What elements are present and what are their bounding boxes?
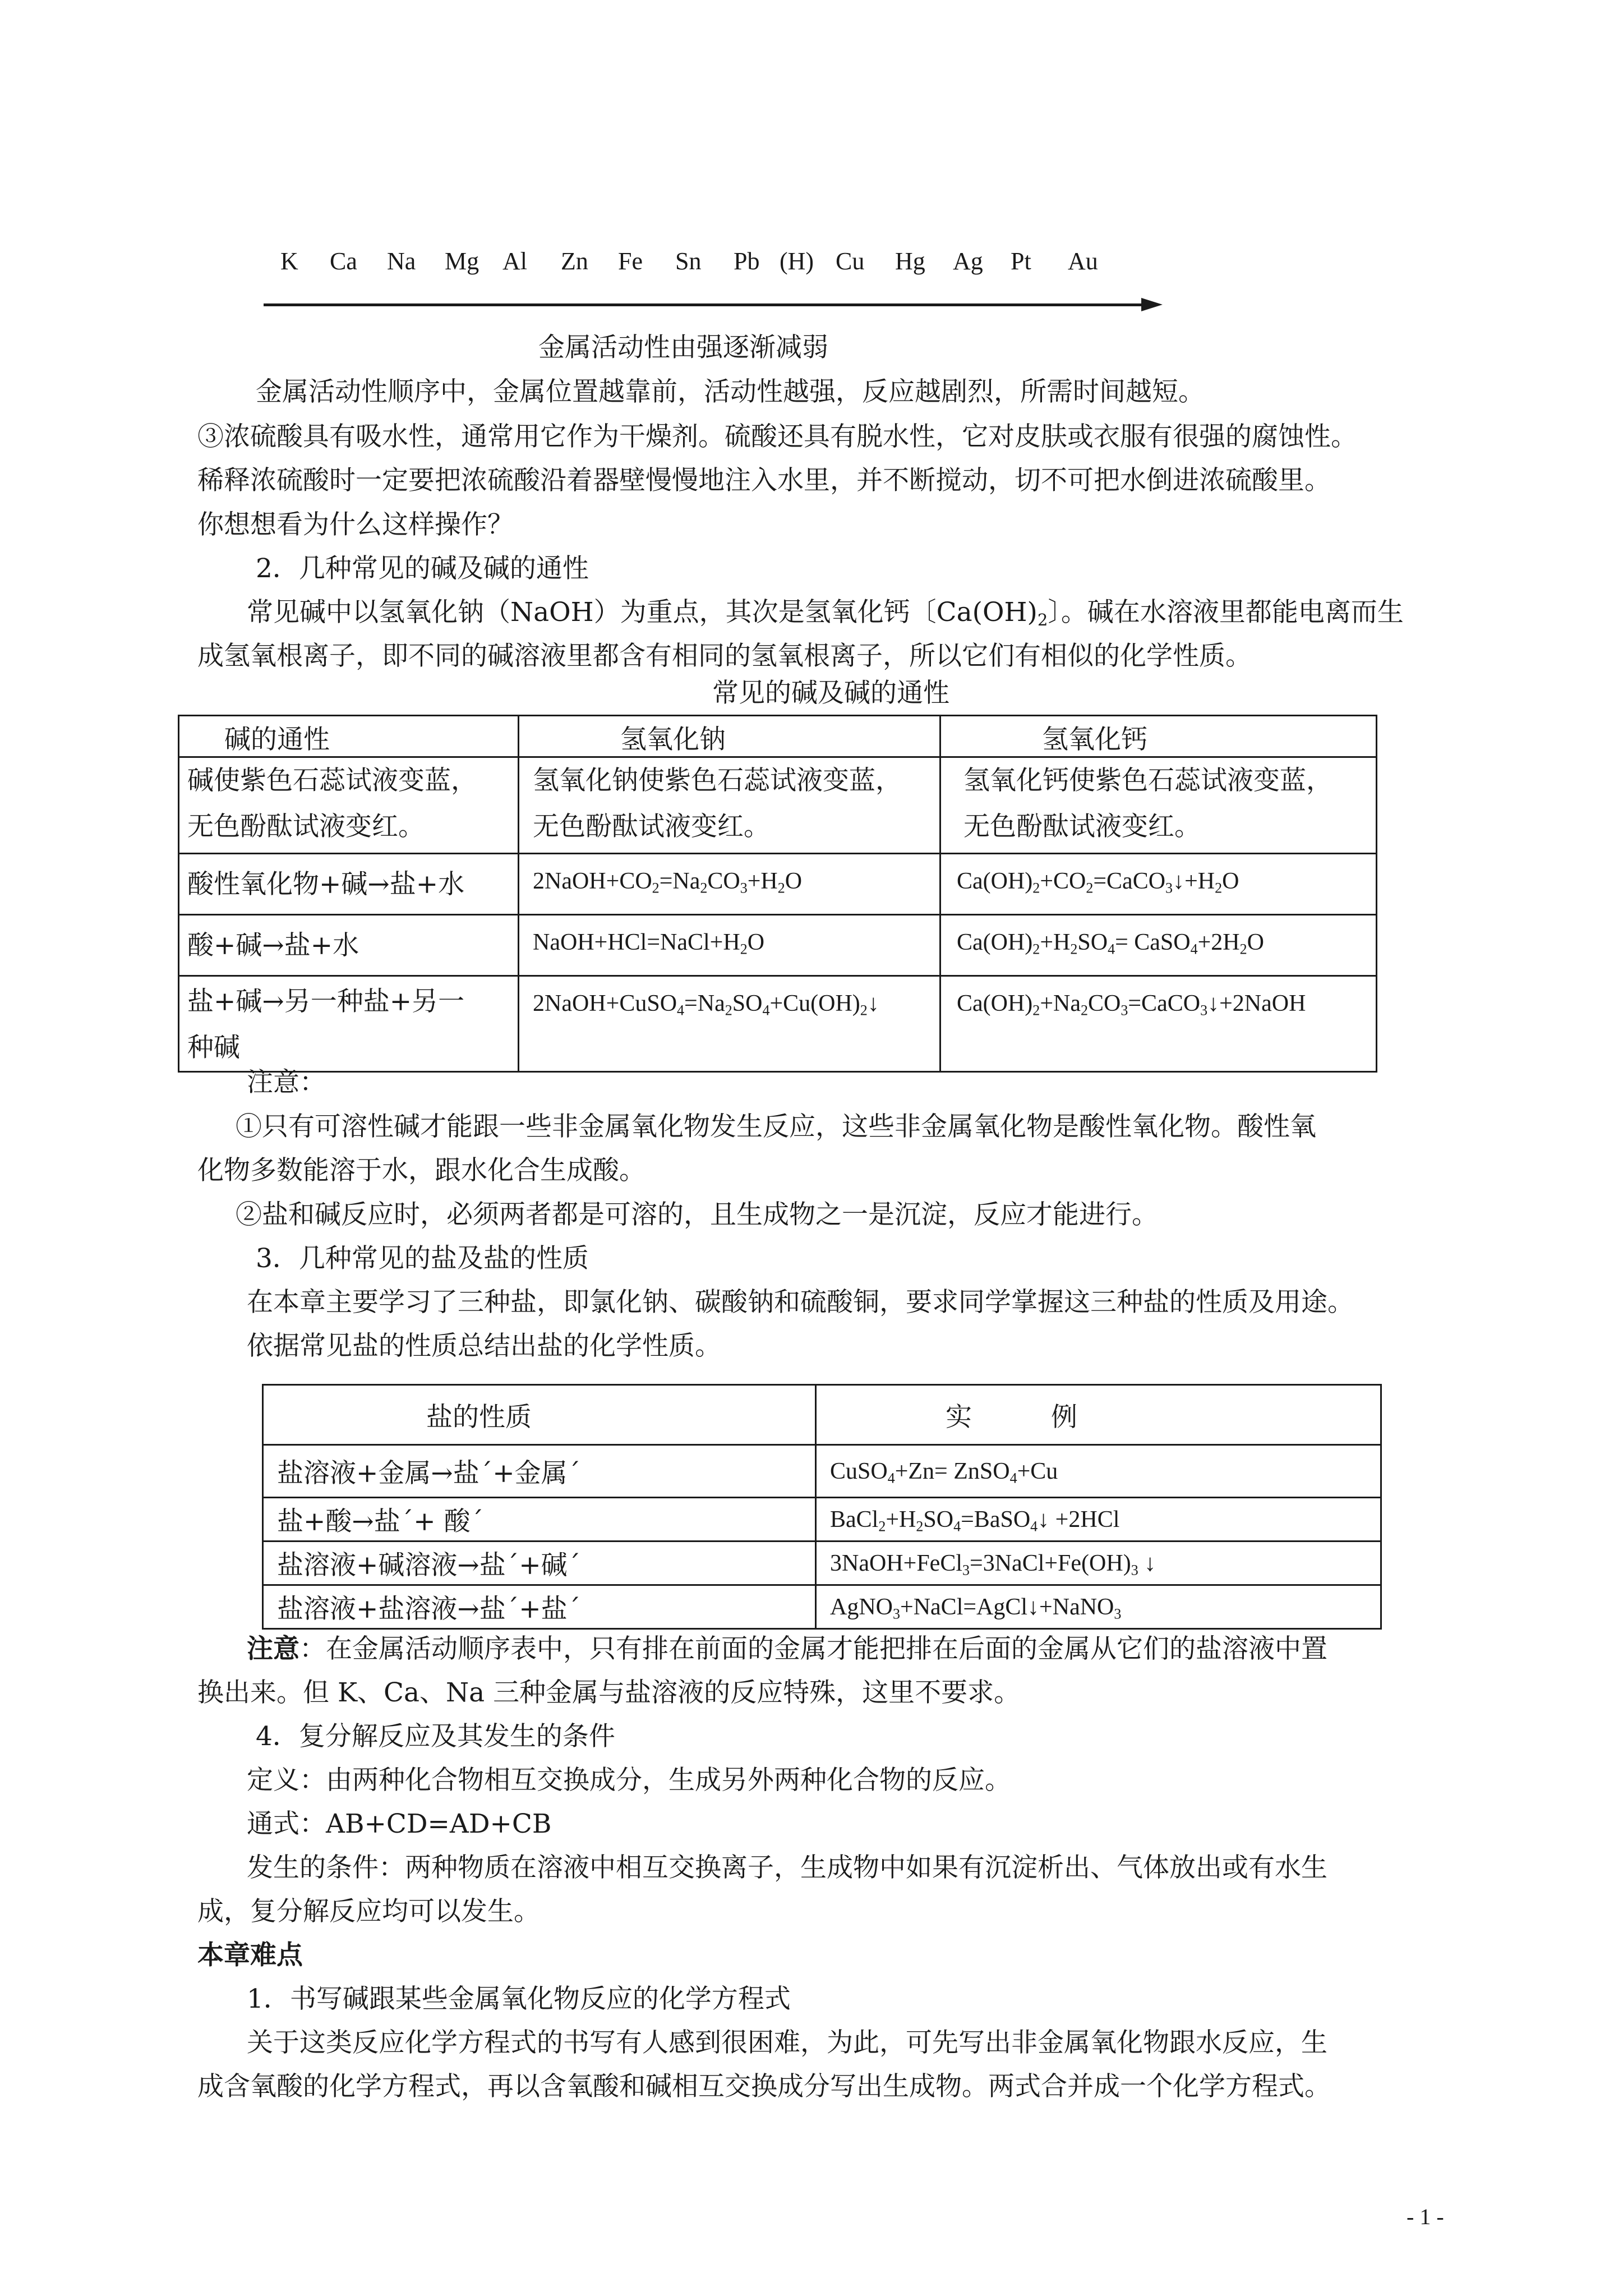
- table-title: 常见的碱及碱的通性: [712, 678, 949, 708]
- formula-part: =BaSO: [961, 1506, 1031, 1533]
- subscript: 2: [777, 880, 785, 896]
- table-cell: [940, 757, 1377, 854]
- subscript: 4: [677, 1002, 685, 1019]
- metal-symbol: Mg: [445, 247, 479, 275]
- formula-part: CuSO: [830, 1458, 888, 1484]
- paragraph: 稀释浓硫酸时一定要把浓硫酸沿着器壁慢慢地注入水里，并不断搅动，切不可把水倒进浓硫酸里。: [197, 465, 1331, 496]
- paragraph: 金属活动性顺序中，金属位置越靠前，活动性越强，反应越剧烈，所需时间越短。: [256, 376, 1205, 407]
- metal-symbol: Na: [387, 247, 416, 275]
- subscript: 3: [893, 1605, 901, 1622]
- subscript: 3: [1165, 880, 1173, 896]
- subscript: 4: [762, 1002, 770, 1019]
- table-row: [263, 1445, 1381, 1498]
- formula-part: SO: [732, 991, 763, 1016]
- formula-part: O: [747, 930, 765, 955]
- cell-line: 氢氧化钠使紫色石蕊试液变蓝，: [533, 765, 902, 796]
- formula-part: +2H: [1197, 930, 1240, 955]
- table-row: [179, 854, 1377, 915]
- paragraph: 依据常见盐的性质总结出盐的化学性质。: [247, 1331, 721, 1361]
- formula-part: =3NaCl+Fe(OH): [970, 1550, 1131, 1576]
- formula-part: 2NaOH+CuSO: [533, 991, 677, 1016]
- metal-symbol: Pt: [1011, 247, 1031, 275]
- paragraph: [247, 1632, 1327, 1666]
- paragraph: 发生的条件：两种物质在溶液中相互交换离子，生成物中如果有沉淀析出、气体放出或有水生: [247, 1852, 1327, 1883]
- subscript: 2: [1032, 941, 1040, 958]
- subscript: 3: [1114, 1605, 1122, 1622]
- cell-line: 碱使紫色石蕊试液变蓝，: [187, 765, 477, 796]
- formula-cell: [940, 854, 1377, 915]
- metal-symbol: (H): [780, 247, 814, 275]
- formula-part: =Na: [684, 991, 725, 1016]
- section-heading: 2．几种常见的碱及碱的通性: [256, 553, 589, 584]
- metal-symbol: Ca: [330, 247, 357, 275]
- table-header-row: [263, 1385, 1381, 1445]
- table-cell: 盐溶液+金属→盐´+金属´: [263, 1445, 816, 1498]
- subscript: 2: [1215, 880, 1223, 896]
- section-heading: 3．几种常见的盐及盐的性质: [256, 1243, 589, 1274]
- table-header: 碱的通性: [179, 716, 519, 757]
- subscript: 3: [740, 880, 748, 896]
- formula-part: +Zn= ZnSO: [895, 1458, 1010, 1484]
- section-heading: 本章难点: [197, 1940, 303, 1971]
- subscript: 2: [1080, 1002, 1088, 1019]
- table-cell: 酸+碱→盐+水: [179, 915, 519, 976]
- table-cell: [519, 757, 940, 854]
- formula-part: 2NaOH+CO: [533, 868, 652, 894]
- metal-symbol: Fe: [618, 247, 643, 275]
- subscript: 2: [1037, 610, 1048, 630]
- formula-part: NaOH+HCl=NaCl+H: [533, 930, 740, 955]
- cell-line: 无色酚酞试液变红。: [187, 811, 425, 842]
- paragraph: ②盐和碱反应时，必须两者都是可溶的，且生成物之一是沉淀，反应才能进行。: [236, 1199, 1158, 1230]
- page-number: - 1 -: [1407, 2204, 1444, 2229]
- paragraph: 换出来。但 K、Ca、Na 三种金属与盐溶液的反应特殊，这里不要求。: [197, 1677, 1021, 1708]
- formula-cell: [816, 1542, 1381, 1585]
- formula-part: O: [1247, 930, 1265, 955]
- subscript: 2: [1032, 1002, 1040, 1019]
- formula-part: ↓: [867, 991, 879, 1016]
- metal-symbol: Au: [1068, 247, 1098, 275]
- table-cell: 盐+酸→盐´+ 酸´: [263, 1498, 816, 1542]
- subscript: 4: [953, 1517, 961, 1534]
- paragraph: ①只有可溶性碱才能跟一些非金属氧化物发生反应，这些非金属氧化物是酸性氧化物。酸性氧: [236, 1111, 1316, 1142]
- formula-part: +NaCl=AgCl↓+NaNO: [900, 1594, 1114, 1620]
- paragraph: 你想想看为什么这样操作？: [197, 509, 514, 540]
- subscript: 2: [1239, 941, 1247, 958]
- subscript: 4: [1108, 941, 1115, 958]
- paragraph: 成含氧酸的化学方程式，再以含氧酸和碱相互交换成分写出生成物。两式合并成一个化学方程式。: [197, 2071, 1331, 2102]
- table-header: 氢氧化钙: [940, 716, 1377, 757]
- subscript: 4: [887, 1469, 895, 1486]
- formula-part: Ca(OH): [957, 930, 1033, 955]
- formula-cell: [816, 1498, 1381, 1542]
- activity-arrow-line: [264, 303, 1144, 306]
- section-heading: 1．书写碱跟某些金属氧化物反应的化学方程式: [247, 1984, 791, 2014]
- formula-part: +Cu: [1017, 1458, 1058, 1484]
- subscript: 2: [1032, 880, 1040, 896]
- table-row: [263, 1585, 1381, 1629]
- table-cell: [179, 976, 519, 1072]
- subscript: 2: [652, 880, 660, 896]
- formula-part: SO: [923, 1506, 954, 1533]
- cell-line: 无色酚酞试液变红。: [963, 811, 1201, 842]
- table-header: 盐的性质: [263, 1385, 816, 1445]
- table-cell: [179, 757, 519, 854]
- metal-symbol: Pb: [734, 247, 760, 275]
- formula-part: = CaSO: [1115, 930, 1191, 955]
- subscript: 3: [962, 1561, 970, 1578]
- formula-part: +Cu(OH): [769, 991, 860, 1016]
- formula-part: Ca(OH): [957, 991, 1033, 1016]
- formula-part: +CO: [1040, 868, 1086, 894]
- formula-part: CO: [1088, 991, 1121, 1016]
- formula-part: O: [1222, 868, 1239, 894]
- subscript: 3: [1121, 1002, 1128, 1019]
- metal-symbol: Hg: [895, 247, 925, 275]
- formula-part: ↓+H: [1173, 868, 1215, 894]
- subscript: 2: [1086, 880, 1094, 896]
- bases-table: [178, 715, 1377, 1073]
- subscript: 2: [725, 1002, 732, 1019]
- subscript: 4: [1190, 941, 1198, 958]
- table-row: [179, 976, 1377, 1072]
- cell-line: 无色酚酞试液变红。: [533, 811, 770, 842]
- formula-part: BaCl: [830, 1506, 879, 1533]
- table-cell: 酸性氧化物+碱→盐+水: [179, 854, 519, 915]
- table-cell: 盐溶液+盐溶液→盐´+盐´: [263, 1585, 816, 1629]
- formula-cell: [816, 1445, 1381, 1498]
- metal-symbol: Al: [502, 247, 527, 275]
- formula-part: =CaCO: [1128, 991, 1201, 1016]
- cell-line: 种碱: [187, 1032, 240, 1063]
- section-heading: 4．复分解反应及其发生的条件: [256, 1721, 615, 1752]
- text-run: 常见碱中以氢氧化钠（NaOH）为重点，其次是氢氧化钙〔Ca(OH): [247, 597, 1038, 628]
- paragraph: 化物多数能溶于水，跟水化合生成酸。: [197, 1155, 645, 1186]
- formula-cell: [940, 915, 1377, 976]
- table-cell: 盐溶液+碱溶液→盐´+碱´: [263, 1542, 816, 1585]
- subscript: 3: [1200, 1002, 1208, 1019]
- formula-part: 3NaOH+FeCl: [830, 1550, 963, 1576]
- formula-cell: [816, 1585, 1381, 1629]
- formula-part: Ca(OH): [957, 868, 1033, 894]
- metal-symbol: Zn: [561, 247, 588, 275]
- formula-part: +H: [1040, 930, 1071, 955]
- paragraph: 关于这类反应化学方程式的书写有人感到很困难，为此，可先写出非金属氧化物跟水反应，生: [247, 2027, 1327, 2058]
- formula-part: ↓ +2HCl: [1038, 1506, 1120, 1533]
- subscript: 2: [1070, 941, 1078, 958]
- formula-part: CO: [707, 868, 740, 894]
- text-run: 〕。碱在水溶液里都能电离而生: [1048, 597, 1404, 628]
- formula-part: +H: [747, 868, 778, 894]
- subscript: 3: [1131, 1561, 1138, 1578]
- note-label: 注意: [247, 1634, 299, 1664]
- formula-part: SO: [1077, 930, 1108, 955]
- cell-line: 盐+碱→另一种盐+另一: [187, 986, 465, 1017]
- table-row: [263, 1498, 1381, 1542]
- formula-part: +H: [886, 1506, 916, 1533]
- cell-line: 氢氧化钙使紫色石蕊试液变蓝，: [963, 765, 1332, 796]
- arrow-head-icon: [1141, 298, 1163, 311]
- table-header: 实 例: [816, 1385, 1381, 1445]
- metal-symbol: K: [280, 247, 298, 275]
- formula-part: ↓+2NaOH: [1207, 991, 1306, 1016]
- subscript: 2: [700, 880, 708, 896]
- formula-part: O: [785, 868, 803, 894]
- paragraph: 定义：由两种化合物相互交换成分，生成另外两种化合物的反应。: [247, 1765, 1011, 1796]
- table-row: [179, 757, 1377, 854]
- metal-activity-series: [280, 247, 1178, 280]
- formula-cell: [519, 976, 940, 1072]
- formula-part: =CaCO: [1093, 868, 1166, 894]
- subscript: 2: [878, 1517, 886, 1534]
- table-row: [263, 1542, 1381, 1585]
- paragraph: 成，复分解反应均可以发生。: [197, 1896, 540, 1927]
- paragraph: 通式：AB+CD=AD+CB: [247, 1809, 552, 1839]
- metal-symbol: Ag: [953, 247, 983, 275]
- formula-cell: [519, 854, 940, 915]
- activity-caption: 金属活动性由强逐渐减弱: [538, 332, 828, 363]
- salts-table: [262, 1384, 1382, 1630]
- table-row: [179, 915, 1377, 976]
- paragraph: 成氢氧根离子，即不同的碱溶液里都含有相同的氢氧根离子，所以它们有相似的化学性质。: [197, 641, 1252, 671]
- subscript: 2: [916, 1517, 924, 1534]
- table-header: 氢氧化钠: [519, 716, 940, 757]
- paragraph: ③浓硫酸具有吸水性，通常用它作为干燥剂。硫酸还具有脱水性，它对皮肤或衣服有很强的腐蚀性。: [197, 421, 1357, 452]
- subscript: 2: [860, 1002, 868, 1019]
- formula-cell: [940, 976, 1377, 1072]
- formula-part: ↓: [1138, 1550, 1156, 1576]
- metal-symbol: Cu: [836, 247, 865, 275]
- text-run: ：在金属活动顺序表中，只有排在前面的金属才能把排在后面的金属从它们的盐溶液中置: [299, 1634, 1327, 1664]
- subscript: 4: [1009, 1469, 1017, 1486]
- formula-part: +Na: [1040, 991, 1081, 1016]
- subscript: 2: [740, 941, 748, 958]
- formula-part: AgNO: [830, 1594, 893, 1620]
- paragraph: 在本章主要学习了三种盐，即氯化钠、碳酸钠和硫酸铜，要求同学掌握这三种盐的性质及用途。: [247, 1287, 1354, 1318]
- note-label: 注意：: [247, 1067, 326, 1098]
- table-header-row: [179, 716, 1377, 757]
- metal-symbol: Sn: [675, 247, 702, 275]
- paragraph: [247, 596, 1404, 629]
- formula-cell: [519, 915, 940, 976]
- formula-part: =Na: [659, 868, 700, 894]
- subscript: 4: [1030, 1517, 1038, 1534]
